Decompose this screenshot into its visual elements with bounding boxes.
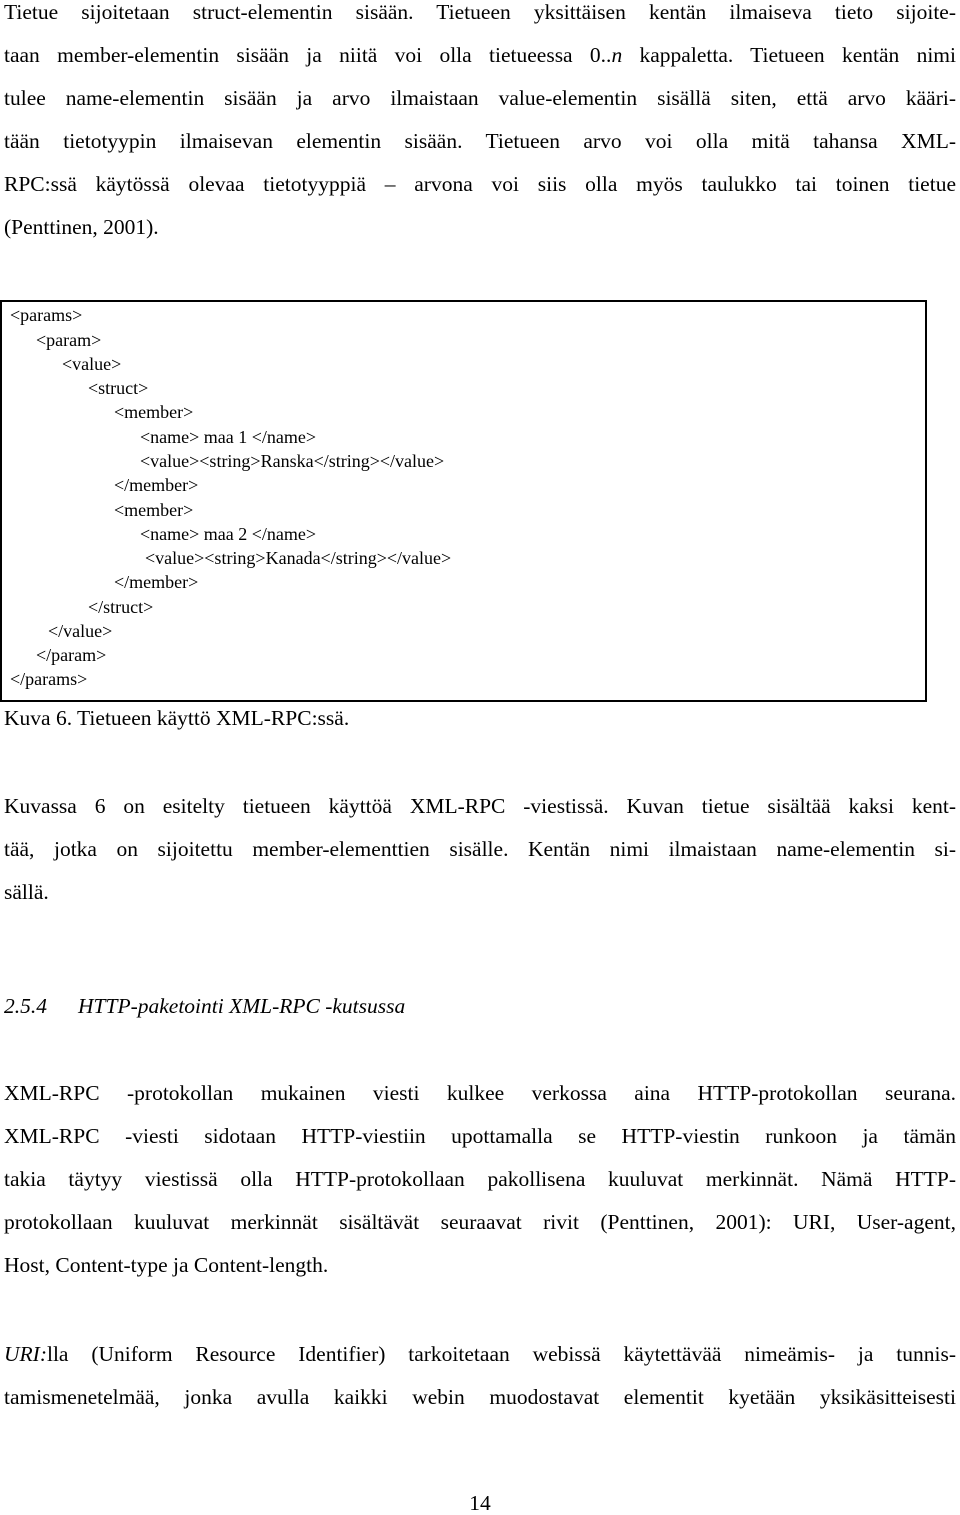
code-line: <param> [36,330,102,350]
figure-caption: Kuva 6. Tietueen käyttö XML-RPC:ssä. [4,706,350,730]
text-span: lla (Uniform Resource Identifier) tarkoitetaan webissä käytettävää nimeämis- ja tunnis- [46,1342,956,1366]
uri-term: URI: [4,1342,47,1366]
code-line: <value><string>Kanada</string></value> [145,548,452,568]
paragraph-line [4,1342,956,1366]
code-line: <value><string>Ranska</string></value> [140,451,445,471]
text-span: taan member-elementin sisään ja niitä voi olla tietueessa 0.. [4,43,612,67]
code-line: </value> [48,621,113,641]
paragraph-line: Tietue sijoitetaan struct-elementin sisään. Tietueen yksittäisen kentän ilmaiseva tieto sijoite- [4,0,956,24]
paragraph-line: Kuvassa 6 on esitelty tietueen käyttöä XML-RPC -viestissä. Kuvan tietue sisältää kaksi kent- [4,794,956,818]
paragraph-line: XML-RPC -protokollan mukainen viesti kulkee verkossa aina HTTP-protokollan seurana. [4,1081,956,1105]
paragraph-line: RPC:ssä käytössä olevaa tietotyyppiä – arvona voi siis olla myös taulukko tai toinen tietue [4,172,956,196]
code-line: </member> [114,572,199,592]
code-line: </params> [10,669,88,689]
section-number: 2.5.4 [4,994,47,1018]
section-title: HTTP-paketointi XML-RPC -kutsussa [78,994,406,1018]
paragraph-line: tään tietotyypin ilmaisevan elementin sisään. Tietueen arvo voi olla mitä tahansa XML- [4,129,956,153]
code-line: <member> [114,500,194,520]
code-line: </param> [36,645,107,665]
paragraph-line: protokollaan kuuluvat merkinnät sisältävät seuraavat rivit (Penttinen, 2001): URI, User-agent, [4,1210,956,1234]
paragraph-line [4,43,956,67]
code-line: <params> [10,305,83,325]
paragraph-line: tulee name-elementin sisään ja arvo ilmaistaan value-elementin sisällä siten, että arvo kääri- [4,86,956,110]
italic-variable: n [611,43,623,67]
paragraph-line: XML-RPC -viesti sidotaan HTTP-viestiin upottamalla se HTTP-viestin runkoon ja tämän [4,1124,956,1148]
code-line: <name> maa 2 </name> [140,524,317,544]
section-heading [4,994,405,1018]
paragraph-line: takia täytyy viestissä olla HTTP-protokollaan pakollisena kuuluvat merkinnät. Nämä HTTP- [4,1167,956,1191]
paragraph-line: Host, Content-type ja Content-length. [4,1253,329,1277]
code-line: <member> [114,402,194,422]
code-example-box [0,300,927,702]
code-line: </struct> [88,597,154,617]
code-line: <struct> [88,378,149,398]
text-span: kappaletta. Tietueen kentän nimi [622,43,957,67]
page-number: 14 [469,1491,491,1515]
code-line: <value> [62,354,122,374]
paragraph-line: (Penttinen, 2001). [4,215,159,239]
code-line: <name> maa 1 </name> [140,427,317,447]
paragraph-line: tamismenetelmää, jonka avulla kaikki webin muodostavat elementit kyetään yksikäsitteisesti [4,1385,956,1409]
paragraph-line: sällä. [4,880,49,904]
paragraph-line: tää, jotka on sijoitettu member-elementtien sisälle. Kentän nimi ilmaistaan name-elementin si- [4,837,956,861]
code-line: </member> [114,475,199,495]
